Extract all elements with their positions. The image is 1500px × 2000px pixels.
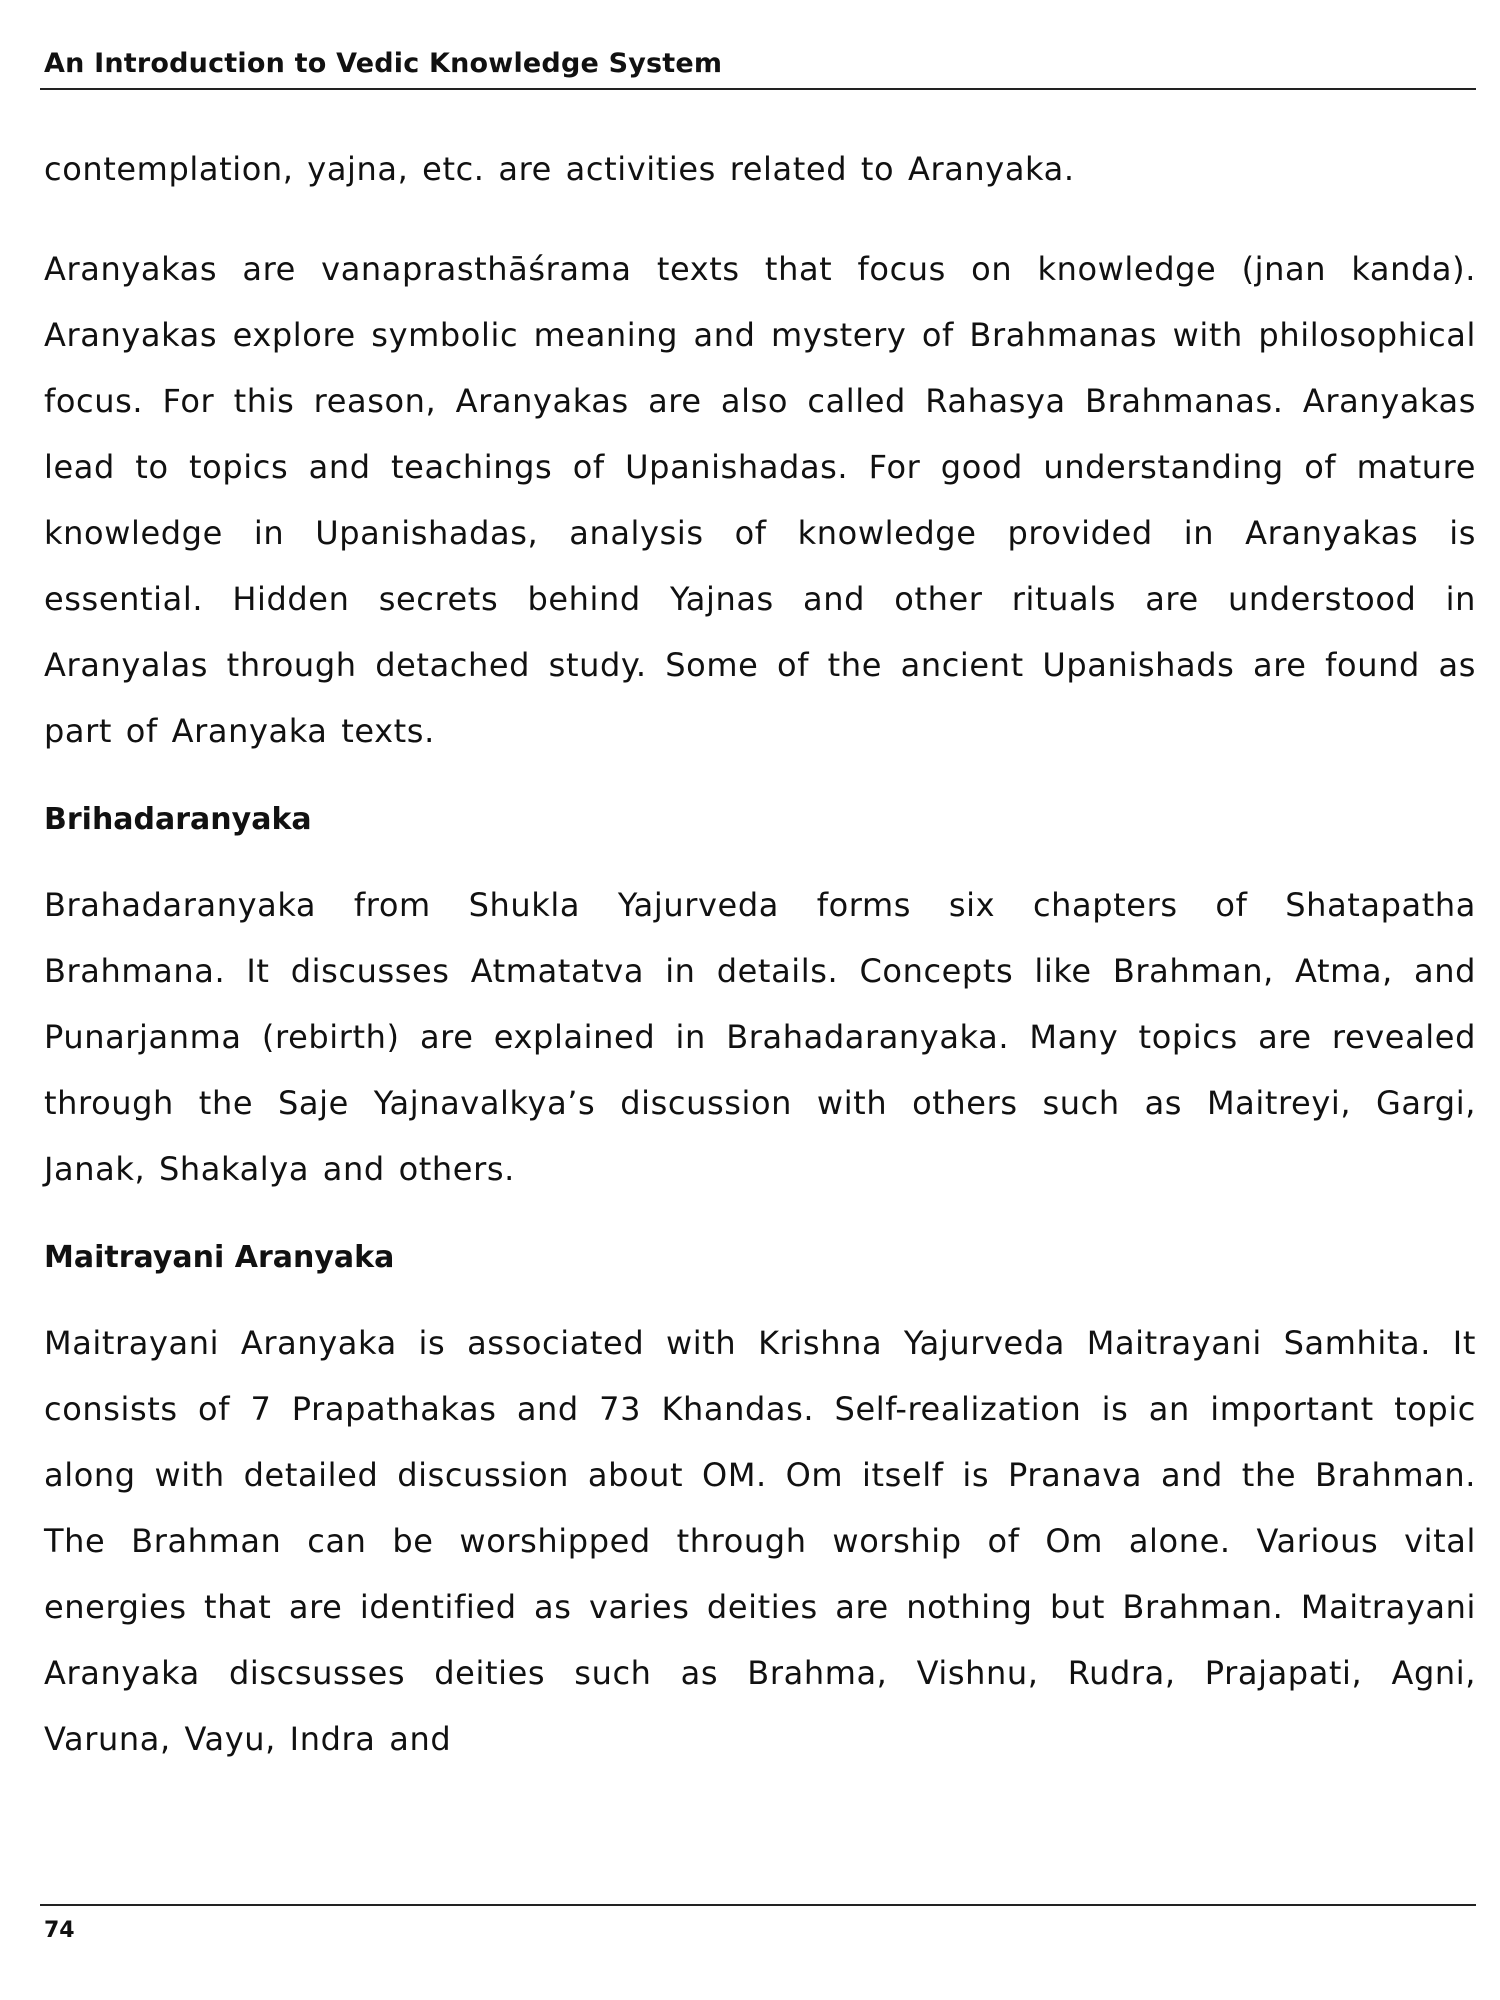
footer-rule: [40, 1904, 1476, 1906]
paragraph-maitrayani: Maitrayani Aranyaka is associated with Krishna Yajurveda Maitrayani Samhita. It consists of 7 Prapathakas and 73 Khandas. Self-realization is an important topic along with detailed discussion about OM. Om itself is Pranava and the Brahman. The Brahman can be worshipped through worship of Om alone. Various vital energies that are identified as varies deities are nothing but Brahman. Maitrayani Aranyaka discsusses deities such as Brahma, Vishnu, Rudra, Prajapati, Agni, Varuna, Vayu, Indra and: [44, 1324, 1476, 1758]
paragraph-continuation: contemplation, yajna, etc. are activities related to Aranyaka.: [44, 150, 1075, 188]
page-number: 74: [44, 1918, 75, 1943]
section-heading-maitrayani: Maitrayani Aranyaka: [44, 1240, 395, 1275]
page-body: [44, 136, 1476, 1806]
paragraph-aranyakas: Aranyakas are vanaprasthāśrama texts that focus on knowledge (jnan kanda). Aranyakas explore symbolic meaning and mystery of Brahmanas with philosophical focus. For this reason, Aranyakas are also called Rahasya Brahmanas. Aranyakas lead to topics and teachings of Upanishadas. For good understanding of mature knowledge in Upanishadas, analysis of knowledge provided in Aranyakas is essential. Hidden secrets behind Yajnas and other rituals are understood in Aranyalas through detached study. Some of the ancient Upanishads are found as part of Aranyaka texts.: [44, 250, 1476, 750]
section-heading-brihadaranyaka: Brihadaranyaka: [44, 802, 312, 837]
header-rule: [40, 88, 1476, 90]
running-header: An Introduction to Vedic Knowledge System: [44, 48, 723, 79]
paragraph-brihadaranyaka: Brahadaranyaka from Shukla Yajurveda forms six chapters of Shatapatha Brahmana. It discusses Atmatatva in details. Concepts like Brahman, Atma, and Punarjanma (rebirth) are explained in Brahadaranyaka. Many topics are revealed through the Saje Yajnavalkya’s discussion with others such as Maitreyi, Gargi, Janak, Shakalya and others.: [44, 886, 1476, 1188]
